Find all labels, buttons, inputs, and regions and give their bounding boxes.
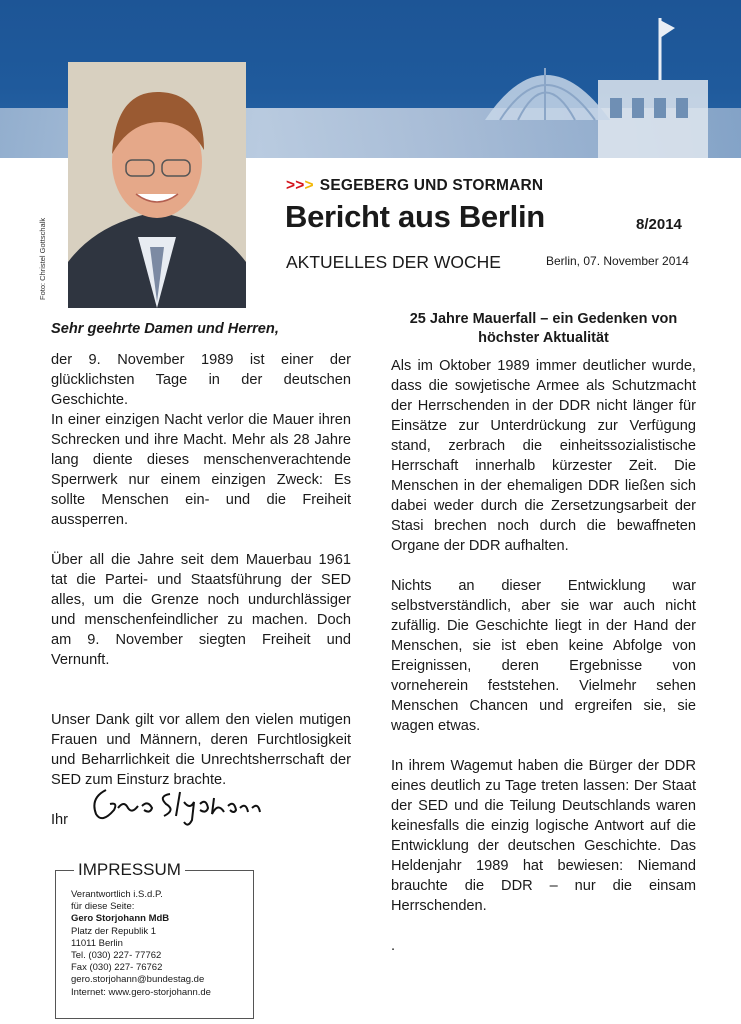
- region-heading: [286, 177, 543, 195]
- impressum-box: [55, 860, 254, 1019]
- dateline: Berlin, 07. November 2014: [546, 254, 689, 268]
- left-paragraph-3: Über all die Jahre seit dem Mauerbau 1961 tat die Partei- und Staatsführung der SED alles, um die Grenze noch undurchlässiger und menschenfeindlicher zu machen. Doch am 9. November siegten Freiheit und Vernunft.: [51, 552, 351, 668]
- arrows-icon: >>>: [286, 177, 314, 194]
- region-label: SEGEBERG UND STORMARN: [319, 177, 544, 194]
- impressum-web[interactable]: Internet: www.gero-storjohann.de: [71, 986, 211, 998]
- right-paragraph-3: In ihrem Wagemut haben die Bürger der DDR eines deutlich zu Tage treten lassen: Der Staat der SED und die Teilung Deutschlands waren keinesfalls die einzig logische Antwort auf die Entwicklung der deutschen Geschichte. Das Heldenjahr 1989 hat bewiesen: Niemand brauchte die DDR – nur die einsam Herrschenden.: [391, 758, 696, 914]
- closing: Ihr: [51, 812, 69, 828]
- impressum-tel: Tel. (030) 227- 77762: [71, 950, 162, 962]
- issue-number: 8/2014: [636, 216, 682, 233]
- left-column: [51, 321, 351, 830]
- trailing-dot: .: [391, 938, 396, 954]
- impressum-details: [71, 889, 211, 999]
- left-paragraph-2: In einer einzigen Nacht verlor die Mauer ihren Schrecken und ihre Macht. Mehr als 28 Jahre lang diente dieses menschenverachtende Sperrwerk nur einem einzigen Zweck: Es sollte Menschen ein- und die Freiheit aussperren.: [51, 412, 351, 528]
- right-paragraph-1: Als im Oktober 1989 immer deutlicher wurde, dass die sowjetische Armee als Schutzmacht der Herrschenden in der DDR nicht länger für Einsätze zur Unterdrückung zur Verfügung stand, zerbrach die einheitssozialistische Herrschaft innerhalb kürzester Zeit. Die Menschen in der ehemaligen DDR ließen sich dabei weder durch die Zersetzungsarbeit der Stasi brechen noch durch die bewaffneten Organe der DDR aufhalten.: [391, 358, 696, 554]
- impressum-line: Verantwortlich i.S.d.P.: [71, 889, 163, 900]
- impressum-email[interactable]: gero.storjohann@bundestag.de: [71, 974, 205, 986]
- article-heading: 25 Jahre Mauerfall – ein Gedenken von höchster Aktualität: [409, 311, 678, 346]
- left-paragraph-4: Unser Dank gilt vor allem den vielen mutigen Frauen und Männern, deren Furchtlosigkeit und Beharrlichkeit die Unrechtsherrschaft der SED zum Einsturz brachte.: [51, 712, 351, 788]
- impressum-line: 11011 Berlin: [71, 937, 123, 949]
- portrait-photo: [68, 62, 246, 308]
- signature: [88, 780, 263, 830]
- right-column: [391, 310, 696, 956]
- portrait-illustration: [68, 62, 246, 308]
- impressum-fax: Fax (030) 227- 76762: [71, 962, 163, 974]
- impressum-title: IMPRESSUM: [74, 860, 185, 880]
- right-paragraph-2: Nichts an dieser Entwicklung war selbstverständlich, aber sie war auch nicht zufällig. Die Geschichte liegt in der Hand der Menschen, sie ist eben keine Abfolge von Ereignissen, deren Ergebnisse von vorneherein feststehen. Vielmehr sehen Menschen Chancen und ergreifen sie, sie wagen etwas.: [391, 578, 696, 734]
- reichstag-dome-illustration: [470, 10, 741, 158]
- greeting: Sehr geehrte Damen und Herren,: [51, 321, 279, 337]
- impressum-line: Platz der Republik 1: [71, 925, 157, 937]
- impressum-name: Gero Storjohann MdB: [71, 913, 170, 925]
- newsletter-subtitle: AKTUELLES DER WOCHE: [286, 252, 501, 272]
- left-paragraph-1: der 9. November 1989 ist einer der glücklichsten Tage in der deutschen Geschichte.: [51, 352, 351, 408]
- impressum-line: für diese Seite:: [71, 901, 135, 913]
- newsletter-title: Bericht aus Berlin: [285, 199, 545, 234]
- photo-credit: Foto: Christel Gottschalk: [38, 217, 47, 300]
